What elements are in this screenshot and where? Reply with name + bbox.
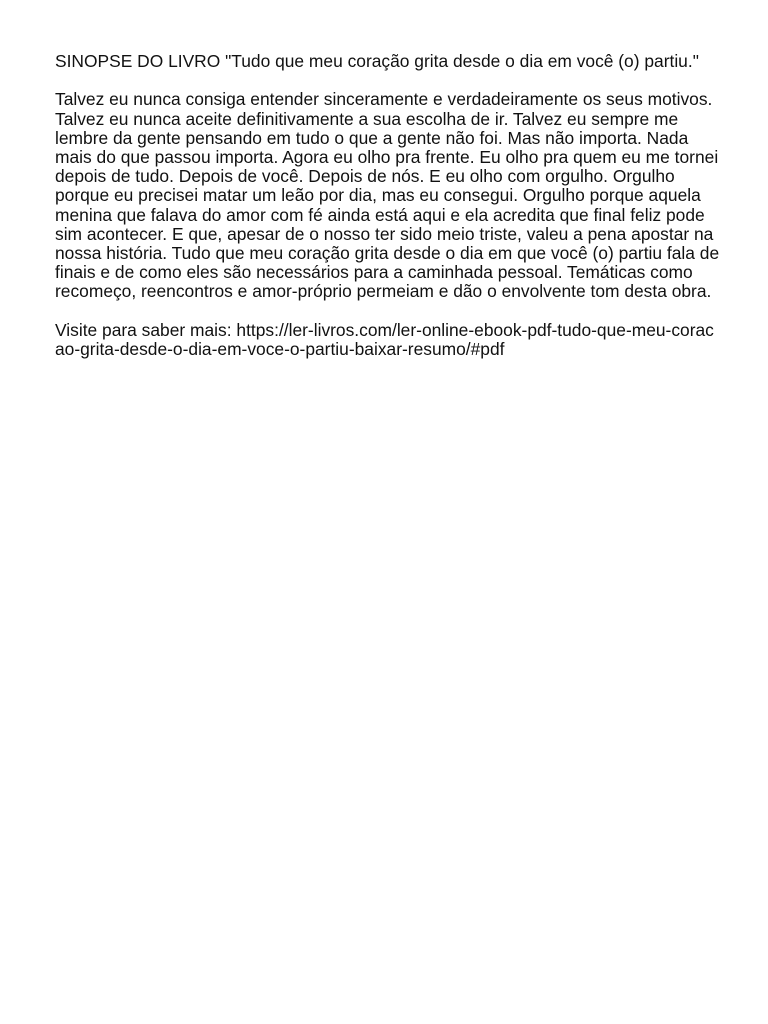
more-info-prefix: Visite para saber mais:: [55, 319, 237, 340]
synopsis-heading: SINOPSE DO LIVRO "Tudo que meu coração grita desde o dia em você (o) partiu.": [55, 51, 699, 71]
document-content: [55, 52, 720, 378]
more-info-line: [55, 321, 720, 359]
more-info-link[interactable]: https://ler-livros.com/ler-online-ebook-pdf-tudo-que-meu-coracao-grita-desde-o-dia-em-voce-o-partiu-baixar-resumo/#pdf: [55, 319, 714, 360]
synopsis-body: Talvez eu nunca consiga entender sinceramente e verdadeiramente os seus motivos. Talvez eu nunca aceite definitivamente a sua escolha de ir. Talvez eu sempre me lembre da gente pensando em tudo o que a gente não foi. Mas não importa. Nada mais do que passou importa. Agora eu olho pra frente. Eu olho pra quem eu me tornei depois de tudo. Depois de você. Depois de nós. E eu olho com orgulho. Orgulho porque eu precisei matar um leão por dia, mas eu consegui. Orgulho porque aquela menina que falava do amor com fé ainda está aqui e ela acredita que final feliz pode sim acontecer. E que, apesar de o nosso ter sido meio triste, valeu a pena apostar na nossa história. Tudo que meu coração grita desde o dia em que você (o) partiu fala de finais e de como eles são necessários para a caminhada pessoal. Temáticas como recomeço, reencontros e amor-próprio permeiam e dão o envolvente tom desta obra.: [55, 89, 720, 302]
